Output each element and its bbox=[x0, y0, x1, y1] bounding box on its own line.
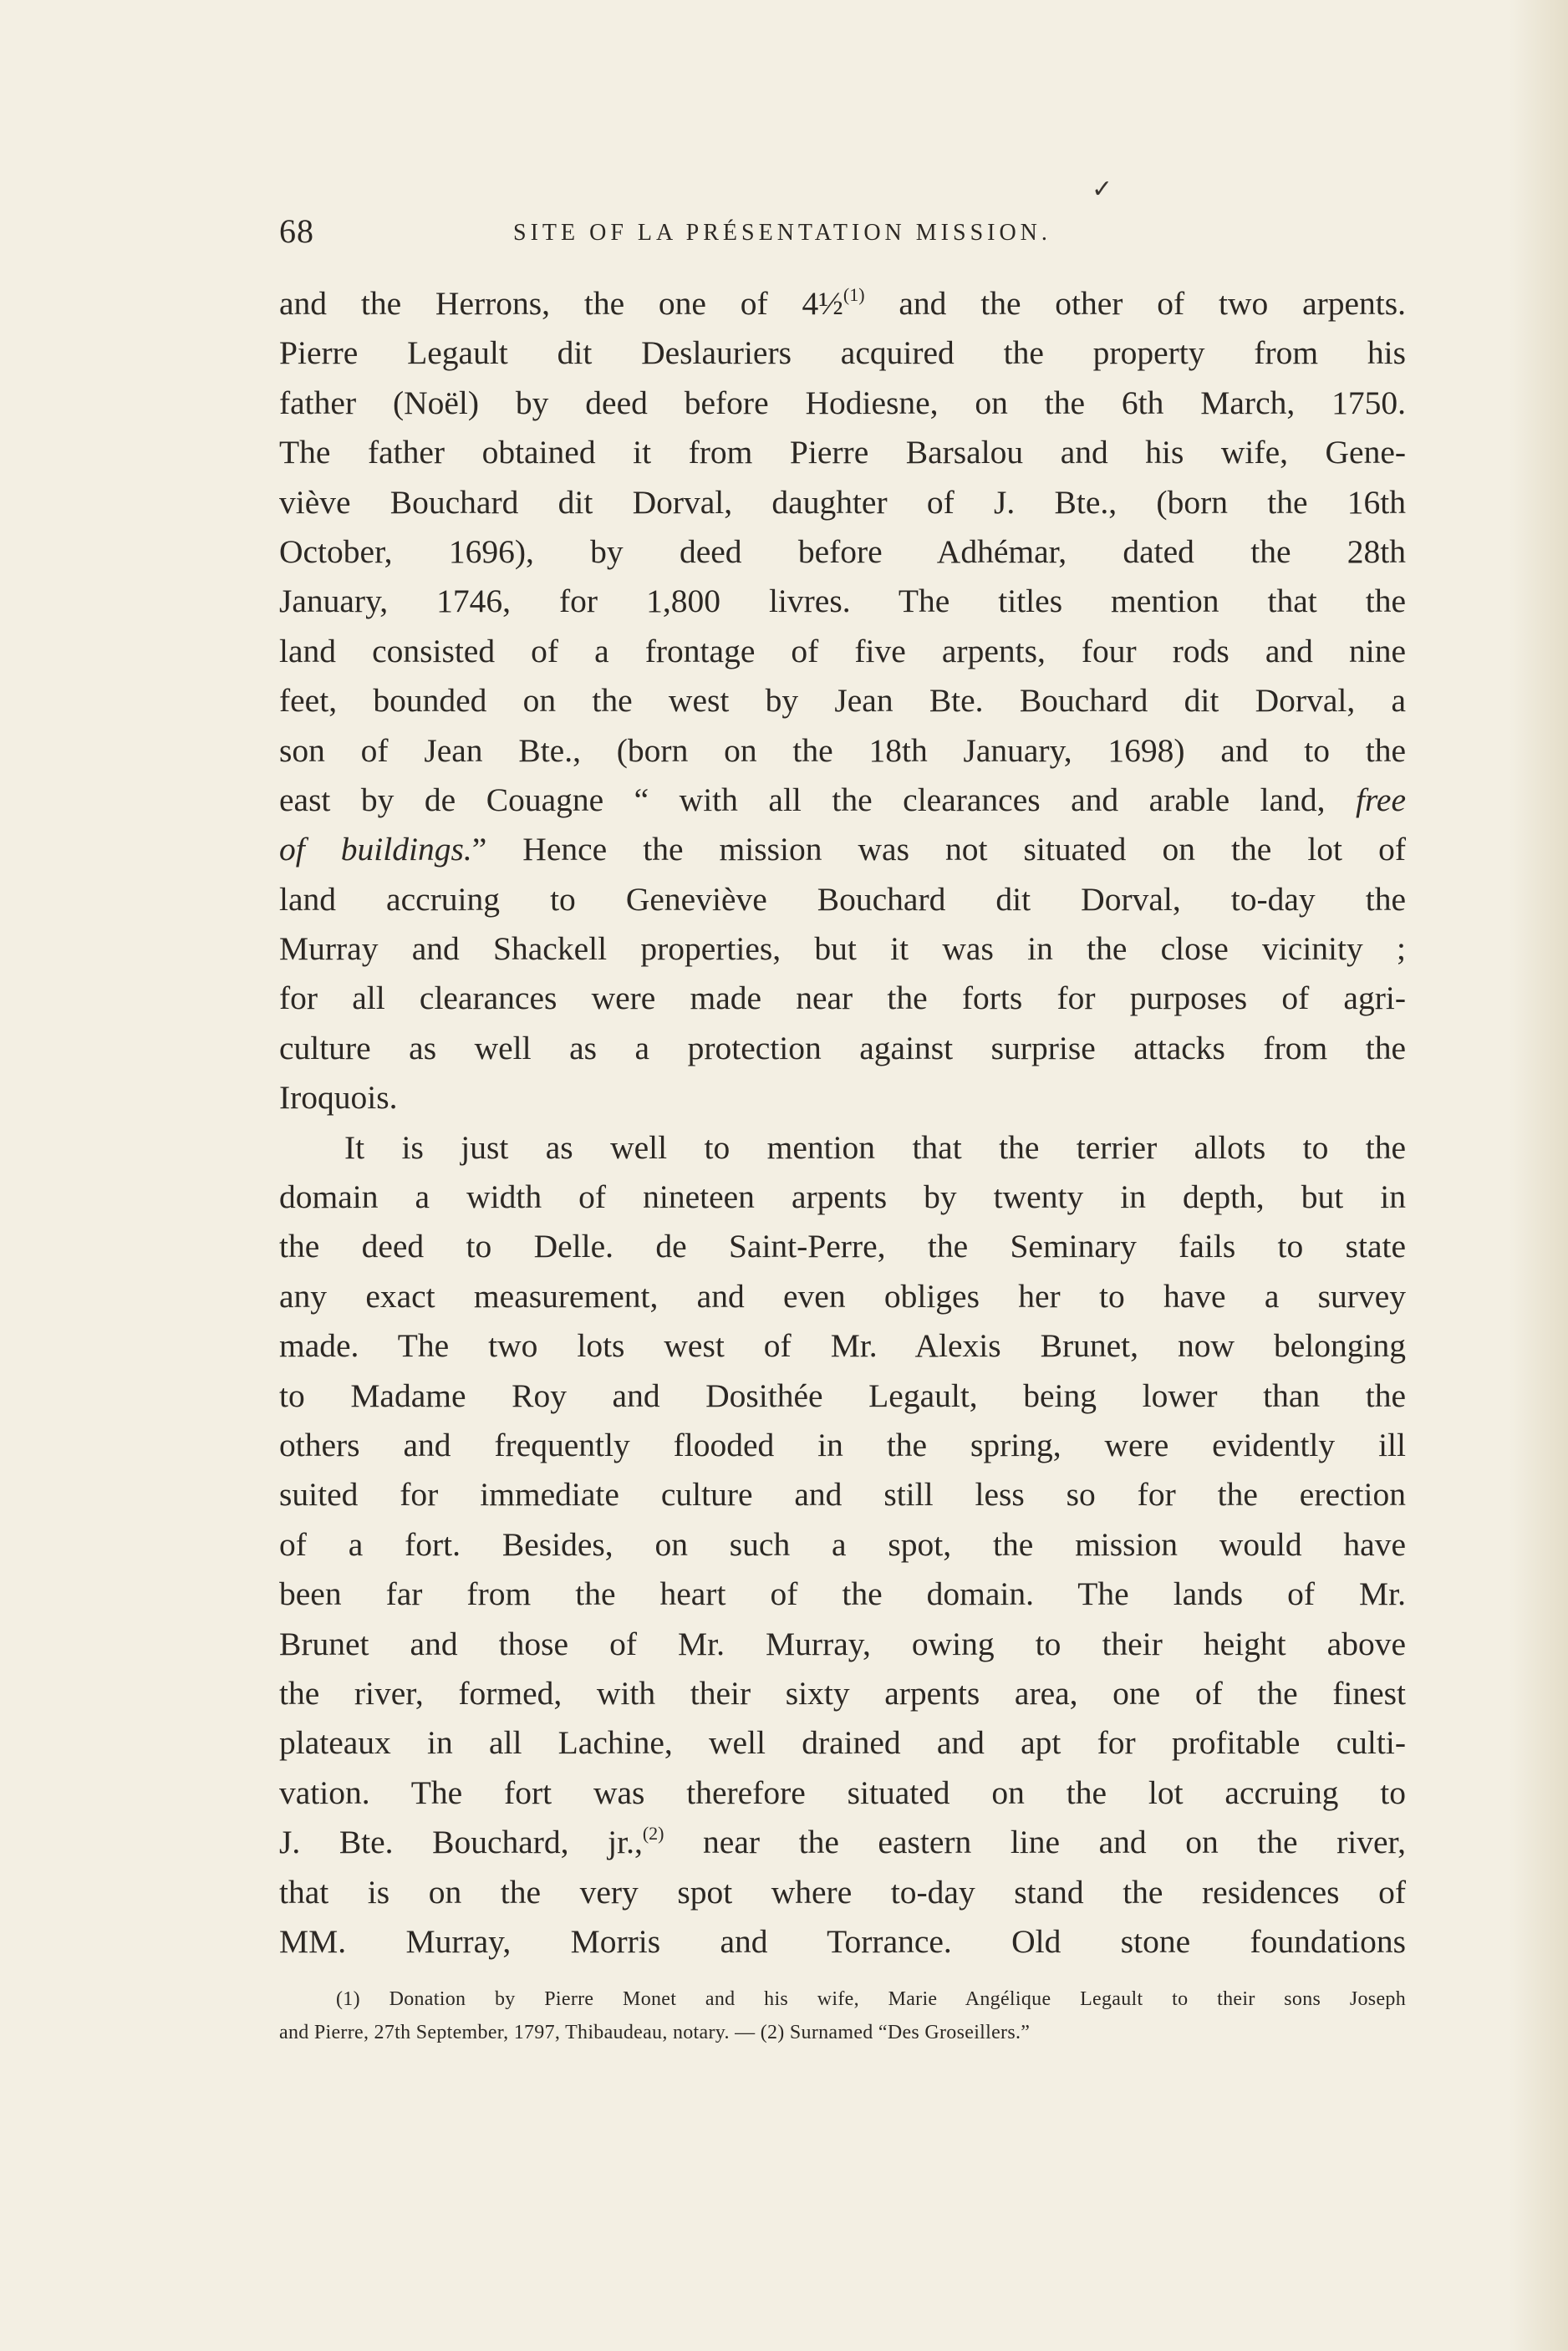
page-edge-shading bbox=[1509, 0, 1568, 2351]
text-line: suited for immediate culture and still less so for the erection bbox=[279, 1476, 1406, 1514]
page-header bbox=[279, 211, 1165, 252]
text-line: the deed to Delle. de Saint-Perre, the Seminary fails to state bbox=[279, 1228, 1406, 1265]
text-line: the river, formed, with their sixty arpents area, one of the finest bbox=[279, 1674, 1406, 1712]
text-line: The father obtained it from Pierre Barsalou and his wife, Gene- bbox=[279, 434, 1406, 471]
text-line: October, 1696), by deed before Adhémar, dated the 28th bbox=[279, 532, 1406, 570]
text-line: viève Bouchard dit Dorval, daughter of J. Bte., (born the 16th bbox=[279, 483, 1406, 521]
page-number: 68 bbox=[279, 212, 314, 250]
footnote-line: (1) Donation by Pierre Monet and his wife, Marie Angélique Legault to their sons Joseph bbox=[336, 1988, 1406, 2010]
text-line: Brunet and those of Mr. Murray, owing to their height above bbox=[279, 1625, 1406, 1662]
text-line: of buildings.” Hence the mission was not situated on the lot of bbox=[279, 831, 1406, 868]
ink-mark: ✓ bbox=[1092, 176, 1113, 203]
text-line: of a fort. Besides, on such a spot, the mission would have bbox=[279, 1525, 1406, 1563]
text-line: and the Herrons, the one of 4½$^{(1)}$ and the other of two arpents. bbox=[279, 284, 1407, 322]
text-line: to Madame Roy and Dosithée Legault, being lower than the bbox=[279, 1377, 1406, 1414]
text-line: that is on the very spot where to-day stand the residences of bbox=[279, 1873, 1406, 1911]
text-line: land accruing to Geneviève Bouchard dit Dorval, to-day the bbox=[279, 880, 1406, 918]
body-text bbox=[279, 279, 1406, 1967]
footnotes bbox=[279, 1982, 1406, 2049]
text-line: Pierre Legault dit Deslauriers acquired the property from his bbox=[279, 334, 1406, 372]
text-line: culture as well as a protection against surprise attacks from the bbox=[279, 1029, 1406, 1066]
text-line: plateaux in all Lachine, well drained and apt for profitable culti- bbox=[279, 1724, 1406, 1762]
text-line: land consisted of a frontage of five arpents, four rods and nine bbox=[279, 632, 1406, 669]
text-line: father (Noël) by deed before Hodiesne, on the 6th March, 1750. bbox=[279, 384, 1406, 421]
text-line: J. Bte. Bouchard, jr.,$^{(2)}$ near the eastern line and on the river, bbox=[279, 1823, 1406, 1861]
text-line: vation. The fort was therefore situated on the lot accruing to bbox=[279, 1773, 1406, 1811]
text-line: son of Jean Bte., (born on the 18th January, 1698) and to the bbox=[279, 731, 1406, 769]
text-line: feet, bounded on the west by Jean Bte. Bouchard dit Dorval, a bbox=[279, 682, 1406, 720]
text-line: It is just as well to mention that the terrier allots to the bbox=[344, 1128, 1406, 1166]
text-line: Murray and Shackell properties, but it was in the close vicinity ; bbox=[279, 930, 1406, 968]
text-line: Iroquois. bbox=[279, 1079, 398, 1117]
text-line: been far from the heart of the domain. The lands of Mr. bbox=[279, 1575, 1406, 1613]
text-line: others and frequently flooded in the spring, were evidently ill bbox=[279, 1426, 1406, 1463]
text-line: MM. Murray, Morris and Torrance. Old stone foundations bbox=[279, 1922, 1406, 1960]
text-line: made. The two lots west of Mr. Alexis Brunet, now belonging bbox=[279, 1327, 1406, 1365]
text-line: January, 1746, for 1,800 livres. The titles mention that the bbox=[279, 583, 1406, 620]
footnote-line: and Pierre, 27th September, 1797, Thibaudeau, notary. — (2) Surnamed “Des Groseillers.” bbox=[279, 2022, 1031, 2043]
text-line: for all clearances were made near the forts for purposes of agri- bbox=[279, 980, 1406, 1017]
text-line: any exact measurement, and even obliges her to have a survey bbox=[279, 1277, 1406, 1315]
text-line: domain a width of nineteen arpents by twenty in depth, but in bbox=[279, 1178, 1406, 1216]
text-line: east by de Couagne “ with all the clearances and arable land, free bbox=[279, 781, 1406, 818]
running-title: SITE OF LA PRÉSENTATION MISSION. bbox=[513, 220, 1051, 246]
